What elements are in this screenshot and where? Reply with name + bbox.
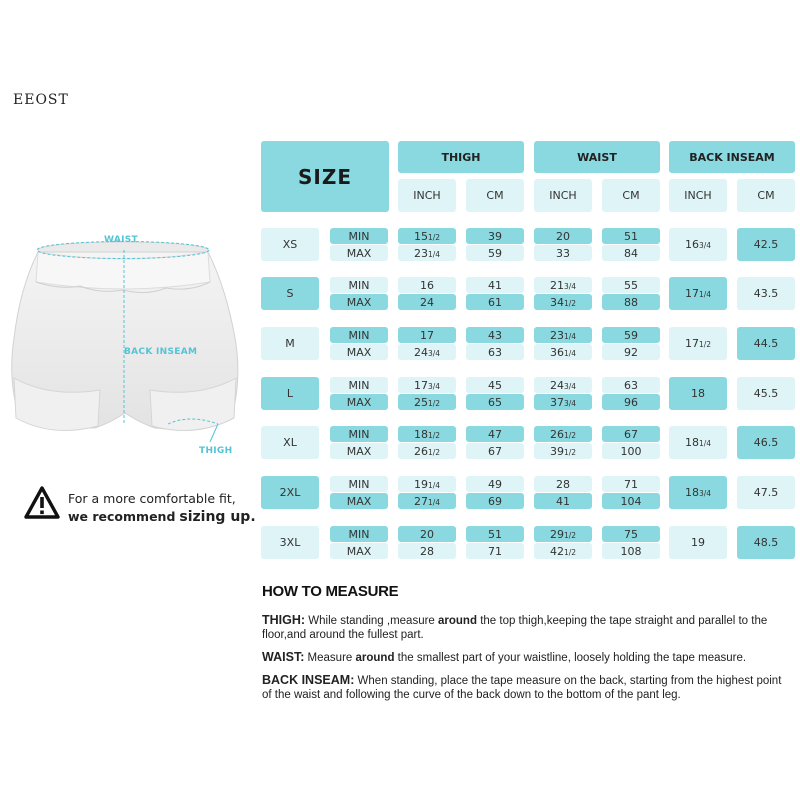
fit-notice	[24, 485, 264, 530]
value-whole: 41	[556, 494, 570, 508]
value-fraction: 3/4	[698, 489, 712, 498]
group-header-thigh: THIGH	[398, 141, 524, 173]
inseam-cm: 44.5	[737, 327, 795, 360]
thigh-cm-min: 39	[466, 228, 524, 244]
waist-cm-max: 88	[602, 294, 660, 310]
thigh-inch-min	[398, 228, 456, 244]
value-whole: 18	[691, 387, 705, 400]
value-fraction: 3/4	[698, 241, 712, 250]
waist-cm-max: 100	[602, 443, 660, 459]
thigh-inch-max	[398, 394, 456, 410]
thigh-cm-min: 49	[466, 476, 524, 492]
value-whole: 39	[549, 444, 564, 458]
value-whole: 34	[549, 295, 564, 309]
value-fraction: 3/4	[563, 381, 577, 391]
thigh-instructions	[262, 613, 792, 642]
inseam-inch	[669, 327, 727, 360]
unit-header-cm: CM	[602, 179, 660, 212]
waist-cm-max: 92	[602, 344, 660, 360]
value-whole: 29	[549, 527, 564, 541]
min-label: MIN	[330, 426, 388, 442]
value-whole: 17	[684, 287, 699, 300]
waist-inch-min	[534, 327, 592, 343]
waist-label: WAIST	[104, 235, 138, 245]
thigh-cm-min: 41	[466, 277, 524, 293]
thigh-inch-max	[398, 543, 456, 559]
waist-inch-max	[534, 294, 592, 310]
thigh-cm-max: 65	[466, 394, 524, 410]
inseam-inch	[669, 377, 727, 410]
value-fraction: 1/4	[563, 331, 577, 341]
value-whole: 25	[413, 395, 428, 409]
value-whole: 18	[684, 486, 699, 499]
waist-text-post: the smallest part of your waistline, loosely holding the tape measure.	[394, 652, 747, 664]
thigh-inch-max	[398, 294, 456, 310]
thigh-cm-max: 61	[466, 294, 524, 310]
min-label: MIN	[330, 327, 388, 343]
waist-cm-min: 67	[602, 426, 660, 442]
thigh-cm-min: 51	[466, 526, 524, 542]
inseam-cm: 47.5	[737, 476, 795, 509]
inseam-inch	[669, 277, 727, 310]
value-whole: 19	[413, 477, 428, 491]
size-cell-m: M	[261, 327, 319, 360]
size-cell-l: L	[261, 377, 319, 410]
thigh-cm-max: 59	[466, 245, 524, 261]
min-label: MIN	[330, 526, 388, 542]
waist-cm-min: 59	[602, 327, 660, 343]
value-fraction: 1/4	[427, 497, 441, 507]
max-label: MAX	[330, 543, 388, 559]
thigh-cm-max: 63	[466, 344, 524, 360]
value-fraction: 1/2	[427, 447, 441, 457]
value-whole: 20	[420, 527, 434, 541]
size-cell-xl: XL	[261, 426, 319, 459]
value-whole: 18	[413, 427, 428, 441]
value-whole: 24	[413, 345, 428, 359]
unit-header-inch: INCH	[398, 179, 456, 212]
waist-inch-min	[534, 426, 592, 442]
value-fraction: 1/2	[563, 430, 577, 440]
waist-cm-min: 75	[602, 526, 660, 542]
waist-inch-min	[534, 228, 592, 244]
value-fraction: 1/4	[427, 249, 441, 259]
value-whole: 17	[413, 378, 428, 392]
value-fraction: 3/4	[563, 281, 577, 291]
waist-inch-max	[534, 543, 592, 559]
value-fraction: 1/4	[563, 348, 577, 358]
value-fraction: 1/4	[427, 480, 441, 490]
size-cell-2xl: 2XL	[261, 476, 319, 509]
max-label: MAX	[330, 245, 388, 261]
value-whole: 26	[549, 427, 564, 441]
waist-inch-max	[534, 245, 592, 261]
notice-line2	[68, 508, 256, 526]
waist-cm-max: 108	[602, 543, 660, 559]
inseam-instructions	[262, 673, 792, 702]
thigh-text-post: the top thigh,keeping the tape straight and parallel to the floor,and around the fullest part.	[262, 615, 768, 641]
value-fraction: 1/2	[563, 547, 577, 557]
inseam-cm: 45.5	[737, 377, 795, 410]
inseam-cm: 48.5	[737, 526, 795, 559]
inseam-cm: 43.5	[737, 277, 795, 310]
back-inseam-label: BACK INSEAM	[124, 347, 198, 357]
waist-inch-min	[534, 277, 592, 293]
min-label: MIN	[330, 377, 388, 393]
thigh-cm-min: 47	[466, 426, 524, 442]
unit-header-cm: CM	[737, 179, 795, 212]
inseam-inch	[669, 426, 727, 459]
value-whole: 17	[420, 328, 434, 342]
waist-text-pre: Measure	[304, 652, 356, 664]
value-whole: 23	[549, 328, 564, 342]
inseam-text: When standing, place the tape measure on the back, starting from the highest point of the waist and following the curve of the back down to the bottom of the pant leg.	[262, 675, 782, 701]
value-whole: 27	[413, 494, 428, 508]
max-label: MAX	[330, 344, 388, 360]
waist-inch-min	[534, 377, 592, 393]
value-fraction: 3/4	[427, 381, 441, 391]
value-whole: 28	[420, 544, 434, 558]
thigh-inch-min	[398, 476, 456, 492]
value-whole: 21	[549, 278, 564, 292]
waist-cm-min: 55	[602, 277, 660, 293]
max-label: MAX	[330, 394, 388, 410]
inseam-inch	[669, 526, 727, 559]
group-header-back-inseam: BACK INSEAM	[669, 141, 795, 173]
thigh-cm-min: 43	[466, 327, 524, 343]
value-whole: 15	[413, 229, 428, 243]
value-whole: 26	[413, 444, 428, 458]
warning-triangle-icon	[24, 485, 60, 521]
thigh-cm-min: 45	[466, 377, 524, 393]
thigh-cm-max: 69	[466, 493, 524, 509]
value-fraction: 1/2	[563, 447, 577, 457]
min-label: MIN	[330, 228, 388, 244]
value-whole: 16	[684, 238, 699, 251]
value-fraction: 1/4	[698, 439, 712, 448]
waist-instructions	[262, 650, 792, 665]
value-fraction: 1/4	[698, 290, 712, 299]
inseam-inch	[669, 228, 727, 261]
value-whole: 23	[413, 246, 428, 260]
notice-prefix: we recommend	[68, 509, 176, 524]
thigh-text-bold: around	[438, 615, 477, 627]
inseam-term: BACK INSEAM:	[262, 673, 355, 687]
value-fraction: 1/2	[427, 398, 441, 408]
waist-inch-min	[534, 526, 592, 542]
value-whole: 16	[420, 278, 434, 292]
value-fraction: 3/4	[427, 348, 441, 358]
value-whole: 17	[684, 337, 699, 350]
notice-text	[68, 490, 256, 526]
value-whole: 24	[420, 295, 434, 309]
thigh-text-pre: While standing ,measure	[305, 615, 439, 627]
thigh-inch-min	[398, 327, 456, 343]
thigh-inch-max	[398, 443, 456, 459]
inseam-cm: 46.5	[737, 426, 795, 459]
value-fraction: 1/2	[563, 530, 577, 540]
waist-cm-min: 63	[602, 377, 660, 393]
waist-cm-max: 104	[602, 493, 660, 509]
inseam-inch	[669, 476, 727, 509]
unit-header-inch: INCH	[534, 179, 592, 212]
unit-header-cm: CM	[466, 179, 524, 212]
value-whole: 36	[549, 345, 564, 359]
thigh-cm-max: 71	[466, 543, 524, 559]
notice-line1: For a more comfortable fit,	[68, 491, 236, 506]
thigh-term: THIGH:	[262, 613, 306, 627]
waist-cm-max: 84	[602, 245, 660, 261]
waist-inch-max	[534, 394, 592, 410]
value-whole: 33	[556, 246, 570, 260]
value-whole: 24	[549, 378, 564, 392]
thigh-inch-max	[398, 245, 456, 261]
waist-inch-max	[534, 493, 592, 509]
inseam-cm: 42.5	[737, 228, 795, 261]
max-label: MAX	[330, 294, 388, 310]
thigh-inch-min	[398, 377, 456, 393]
thigh-inch-min	[398, 426, 456, 442]
value-fraction: 1/2	[563, 298, 577, 308]
thigh-inch-min	[398, 277, 456, 293]
waist-inch-min	[534, 476, 592, 492]
min-label: MIN	[330, 476, 388, 492]
min-label: MIN	[330, 277, 388, 293]
size-header: SIZE	[261, 141, 389, 212]
thigh-cm-max: 67	[466, 443, 524, 459]
thigh-inch-max	[398, 344, 456, 360]
thigh-label: THIGH	[199, 446, 233, 456]
how-to-measure-title: HOW TO MEASURE	[262, 583, 399, 600]
value-whole: 20	[556, 229, 570, 243]
value-whole: 37	[549, 395, 564, 409]
unit-header-inch: INCH	[669, 179, 727, 212]
waist-text-bold: around	[355, 652, 395, 664]
thigh-inch-max	[398, 493, 456, 509]
max-label: MAX	[330, 493, 388, 509]
notice-emphasis: sizing up.	[179, 509, 256, 525]
group-header-waist: WAIST	[534, 141, 660, 173]
value-whole: 19	[691, 536, 705, 549]
max-label: MAX	[330, 443, 388, 459]
waist-inch-max	[534, 443, 592, 459]
value-fraction: 3/4	[563, 398, 577, 408]
value-whole: 42	[549, 544, 564, 558]
waist-cm-max: 96	[602, 394, 660, 410]
value-fraction: 1/2	[698, 340, 712, 349]
value-fraction: 1/2	[427, 232, 441, 242]
size-cell-s: S	[261, 277, 319, 310]
garment-illustration	[0, 228, 260, 468]
value-whole: 28	[556, 477, 570, 491]
value-fraction: 1/2	[427, 430, 441, 440]
waist-cm-min: 51	[602, 228, 660, 244]
waist-cm-min: 71	[602, 476, 660, 492]
waist-inch-max	[534, 344, 592, 360]
size-cell-xs: XS	[261, 228, 319, 261]
thigh-inch-min	[398, 526, 456, 542]
brand-logo: EEOST	[13, 92, 69, 108]
size-cell-3xl: 3XL	[261, 526, 319, 559]
value-whole: 18	[684, 436, 699, 449]
waist-term: WAIST:	[262, 650, 305, 664]
